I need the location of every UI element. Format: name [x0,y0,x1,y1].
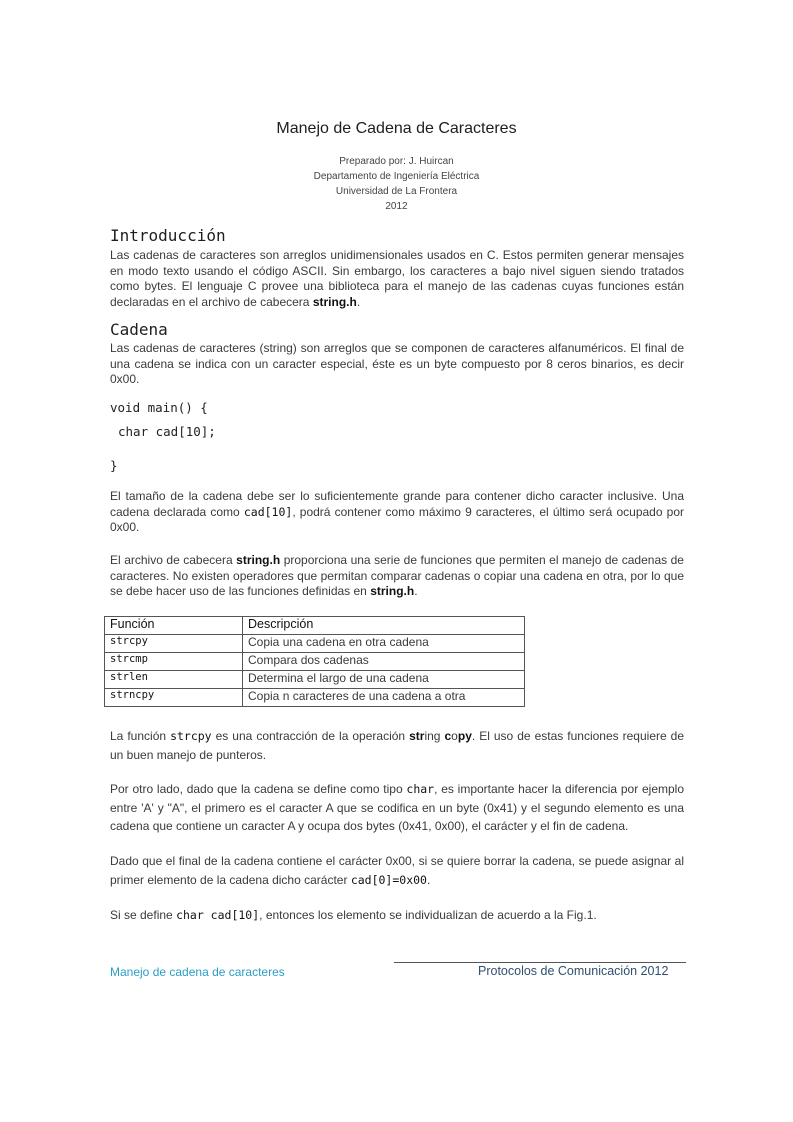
function-name-cell: strlen [105,671,243,689]
table-row [105,653,525,671]
code-line-1: void main() { [110,400,208,415]
intro-paragraph: Las cadenas de caracteres son arreglos unidimensionales usados en C. Estos permiten generar mensajes en modo texto usando el código ASCII. Sin embargo, los caracteres a bajo nivel siguen siendo tratados como bytes. El lenguaje C provee una biblioteca para el manejo de las cadenas cuyas funciones están declaradas en el archivo de cabecera string.h. [110,248,684,309]
inline-code: char cad[10] [176,908,260,922]
cadena-heading: Cadena [110,320,168,339]
cadena-paragraph: Las cadenas de caracteres (string) son arreglos que se componen de caracteres alfanuméricos. El final de una cadena se indica con un caracter especial, éste es un byte compuesto por 8 ceros binarios, es decir 0x00. [110,341,684,387]
footer-right-text: Protocolos de Comunicación 2012 [478,964,669,978]
function-name-cell: strncpy [105,689,243,707]
size-paragraph: El tamaño de la cadena debe ser lo suficientemente grande para contener dicho caracter inclusive. Una cadena declarada como cad[10], podrá contener como máximo 9 caracteres, el último será ocupado por 0x00. [110,489,684,535]
char-type-paragraph: Por otro lado, dado que la cadena se define como tipo char, es importante hacer la diferencia por ejemplo entre 'A' y "A", el primero es el caracter A que se codifica en un byte (0x41) y el segundo elemento es una cadena que contiene un caracter A y ocupa dos bytes (0x41, 0x00), el carácter y el fin de cadena. [110,782,684,833]
document-title: Manejo de Cadena de Caracteres [276,120,517,137]
table-row [105,689,525,707]
clear-string-paragraph: Dado que el final de la cadena contiene el carácter 0x00, si se quiere borrar la cadena, se puede asignar al primer elemento de la cadena dicho carácter cad[0]=0x00. [110,854,684,887]
function-description-cell: Compara dos cadenas [243,653,525,671]
function-description-cell: Copia n caracteres de una cadena a otra [243,689,525,707]
inline-code: strcpy [170,729,212,743]
inline-code: cad[10] [243,504,293,519]
code-line-2: char cad[10]; [118,424,216,439]
table-row [105,635,525,653]
function-name-cell: strcmp [105,653,243,671]
table-header-row [105,617,525,635]
function-name-cell: strcpy [105,635,243,653]
table-row [105,671,525,689]
header-file-ref: string.h [312,294,357,309]
fig-reference-paragraph: Si se define char cad[10], entonces los elemento se individualizan de acuerdo a la Fig.1. [110,908,597,922]
function-description-cell: Copia una cadena en otra cadena [243,635,525,653]
header-file-ref: string.h [370,584,415,599]
document-meta [0,154,793,214]
table-header-cell: Función [105,617,243,635]
inline-code: char [406,782,435,796]
prepared-by: Preparado por: J. Huircan [339,156,454,167]
footer-divider [394,962,686,963]
code-line-3: } [110,458,118,473]
function-description-cell: Determina el largo de una cadena [243,671,525,689]
functions-table [104,616,525,707]
inline-code: cad[0]=0x00 [350,872,427,887]
table-header-cell: Descripción [243,617,525,635]
header-file-ref: string.h [236,553,281,567]
department: Departamento de Ingeniería Eléctrica [313,171,480,182]
year: 2012 [385,201,408,212]
header-file-paragraph: El archivo de cabecera string.h proporciona una serie de funciones que permiten el manejo de cadenas de caracteres. No existen operadores que permitan comparar cadenas o copiar una cadena en otra, por lo que se debe hacer uso de las funciones definidas en string.h. [110,553,684,599]
intro-heading: Introducción [110,226,226,245]
university: Universidad de La Frontera [335,186,458,197]
footer-left-text: Manejo de cadena de caracteres [110,965,285,979]
strcpy-paragraph: La función strcpy es una contracción de la operación string copy. El uso de estas funciones requiere de un buen manejo de punteros. [110,729,685,762]
